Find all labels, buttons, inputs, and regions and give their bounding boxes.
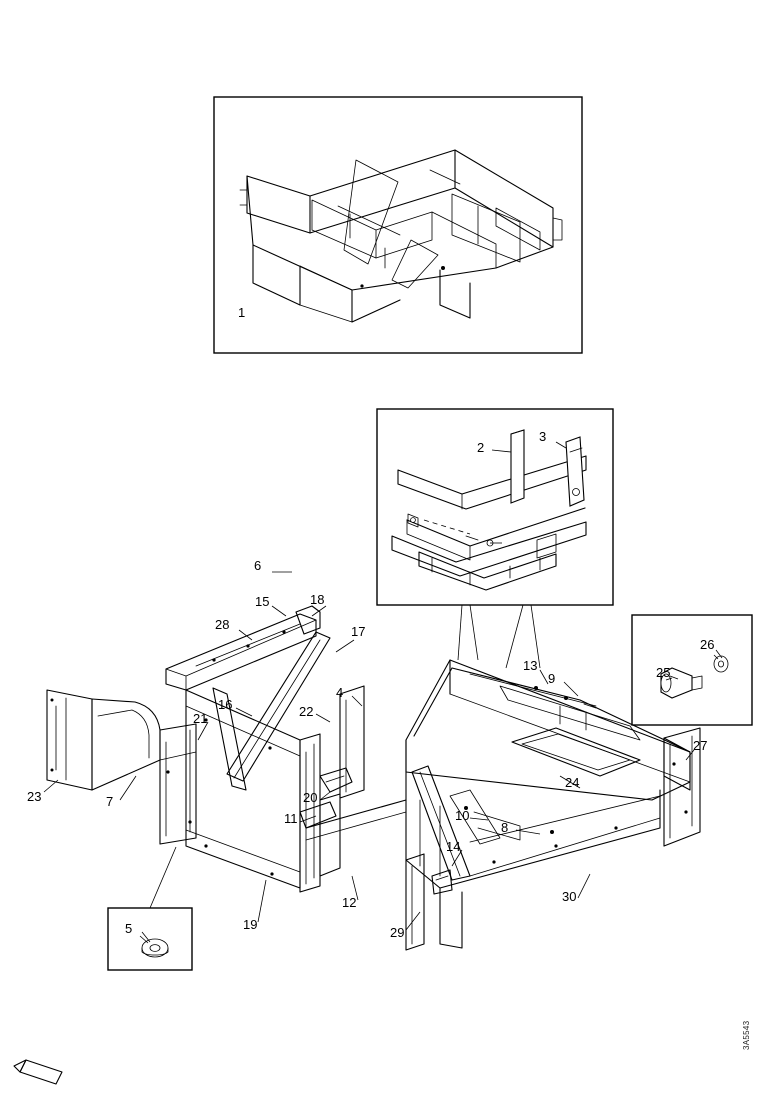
callout-26[interactable]: 26	[700, 637, 715, 652]
washer-detail	[140, 936, 168, 957]
callout-30[interactable]: 30	[562, 889, 577, 904]
callout-8[interactable]: 8	[501, 820, 509, 835]
callout-leaders	[44, 572, 722, 942]
callout-24[interactable]: 24	[565, 775, 580, 790]
callout-17[interactable]: 17	[351, 624, 366, 639]
callout-20[interactable]: 20	[303, 790, 318, 805]
callout-28[interactable]: 28	[215, 617, 230, 632]
detail-box-washer-frame	[108, 908, 192, 970]
callout-29[interactable]: 29	[390, 925, 405, 940]
callout-1[interactable]: 1	[238, 305, 246, 320]
main-chassis-drawing	[47, 606, 700, 950]
callout-12[interactable]: 12	[342, 895, 357, 910]
callout-6[interactable]: 6	[254, 558, 262, 573]
callout-15[interactable]: 15	[255, 594, 270, 609]
callout-22[interactable]: 22	[299, 704, 314, 719]
callout-2[interactable]: 2	[477, 440, 485, 455]
callout-23[interactable]: 23	[27, 789, 42, 804]
callout-10[interactable]: 10	[455, 808, 470, 823]
front-direction-arrow	[14, 1060, 62, 1084]
callout-11[interactable]: 11	[284, 811, 298, 826]
pin-and-washer-detail	[661, 655, 728, 698]
callout-13[interactable]: 13	[523, 658, 538, 673]
callout-3[interactable]: 3	[539, 429, 547, 444]
leader-box-to-main-left	[458, 605, 462, 660]
callout-16[interactable]: 16	[218, 697, 233, 712]
assembly-isometric-drawing	[240, 150, 562, 322]
bracket-detail-drawing	[392, 430, 586, 590]
leader-washer-to-frame	[150, 847, 176, 908]
callout-25[interactable]: 25	[656, 665, 671, 680]
part-code-label: 3A5543	[742, 1020, 751, 1050]
callout-27[interactable]: 27	[693, 738, 708, 753]
callout-9[interactable]: 9	[548, 671, 556, 686]
callout-5[interactable]: 5	[125, 921, 133, 936]
callout-19[interactable]: 19	[243, 917, 258, 932]
callout-21[interactable]: 21	[193, 711, 208, 726]
callout-7[interactable]: 7	[106, 794, 114, 809]
callout-14[interactable]: 14	[446, 839, 461, 854]
detail-box-pin-frame	[632, 615, 752, 725]
callout-18[interactable]: 18	[310, 592, 325, 607]
callout-4[interactable]: 4	[336, 685, 344, 700]
